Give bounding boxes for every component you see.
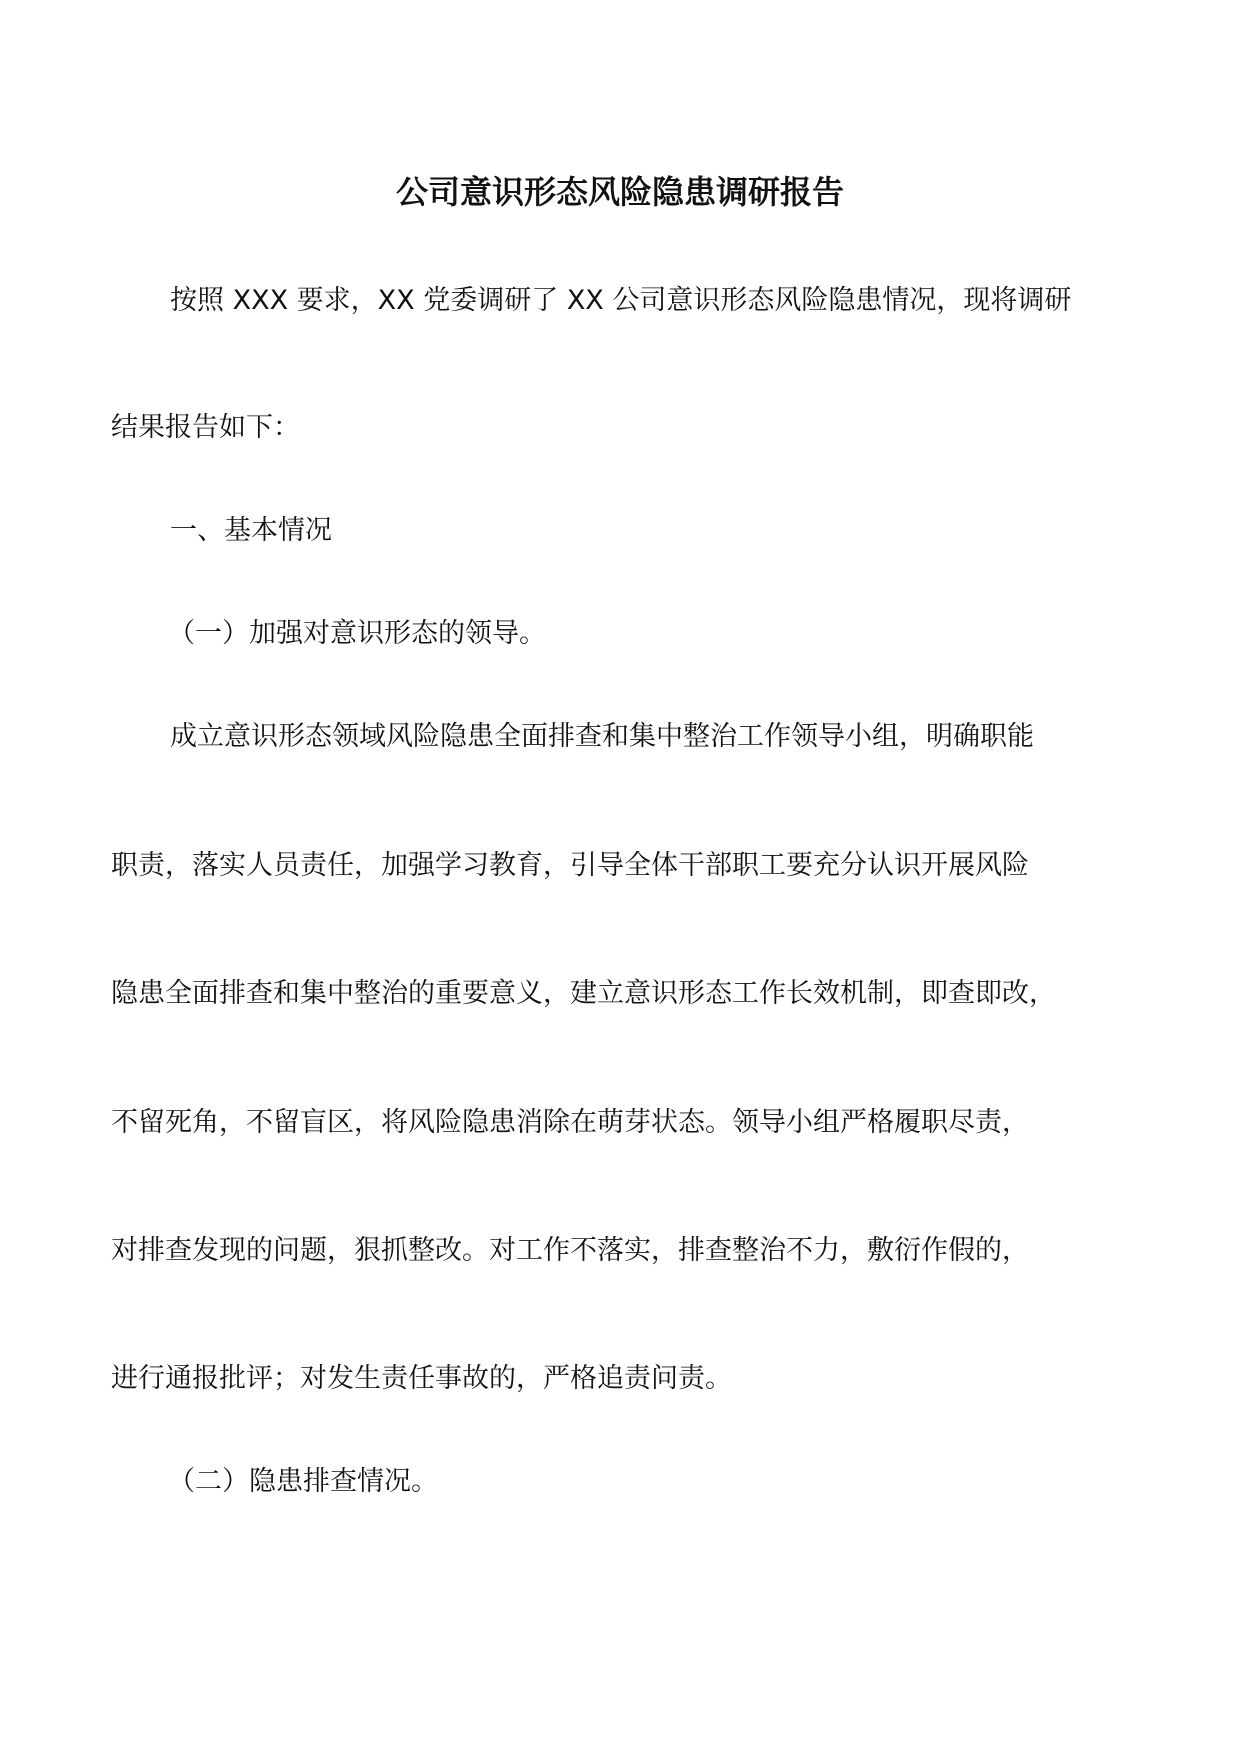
subsection-heading-1: （一）加强对意识形态的领导。: [168, 618, 546, 649]
intro-line-2: 结果报告如下：: [111, 412, 300, 443]
page-title: 公司意识形态风险隐患调研报告: [395, 173, 844, 211]
paragraph-line: 职责，落实人员责任，加强学习教育，引导全体干部职工要充分认识开展风险: [111, 850, 1029, 881]
paragraph-line: 进行通报批评；对发生责任事故的，严格追责问责。: [111, 1363, 732, 1394]
paragraph-line: 对排查发现的问题，狠抓整改。对工作不落实，排查整治不力，敷衍作假的，: [111, 1235, 1029, 1266]
paragraph-line: 成立意识形态领域风险隐患全面排查和集中整治工作领导小组，明确职能: [170, 721, 1034, 752]
paragraph-line: 不留死角，不留盲区，将风险隐患消除在萌芽状态。领导小组严格履职尽责，: [111, 1107, 1029, 1138]
subsection-heading-2: （二）隐患排查情况。: [168, 1466, 438, 1497]
paragraph-line: 隐患全面排查和集中整治的重要意义，建立意识形态工作长效机制，即查即改，: [111, 978, 1056, 1009]
intro-line-1: 按照 XXX 要求，XX 党委调研了 XX 公司意识形态风险隐患情况，现将调研: [170, 285, 1072, 316]
section-heading-basic: 一、基本情况: [170, 515, 332, 546]
